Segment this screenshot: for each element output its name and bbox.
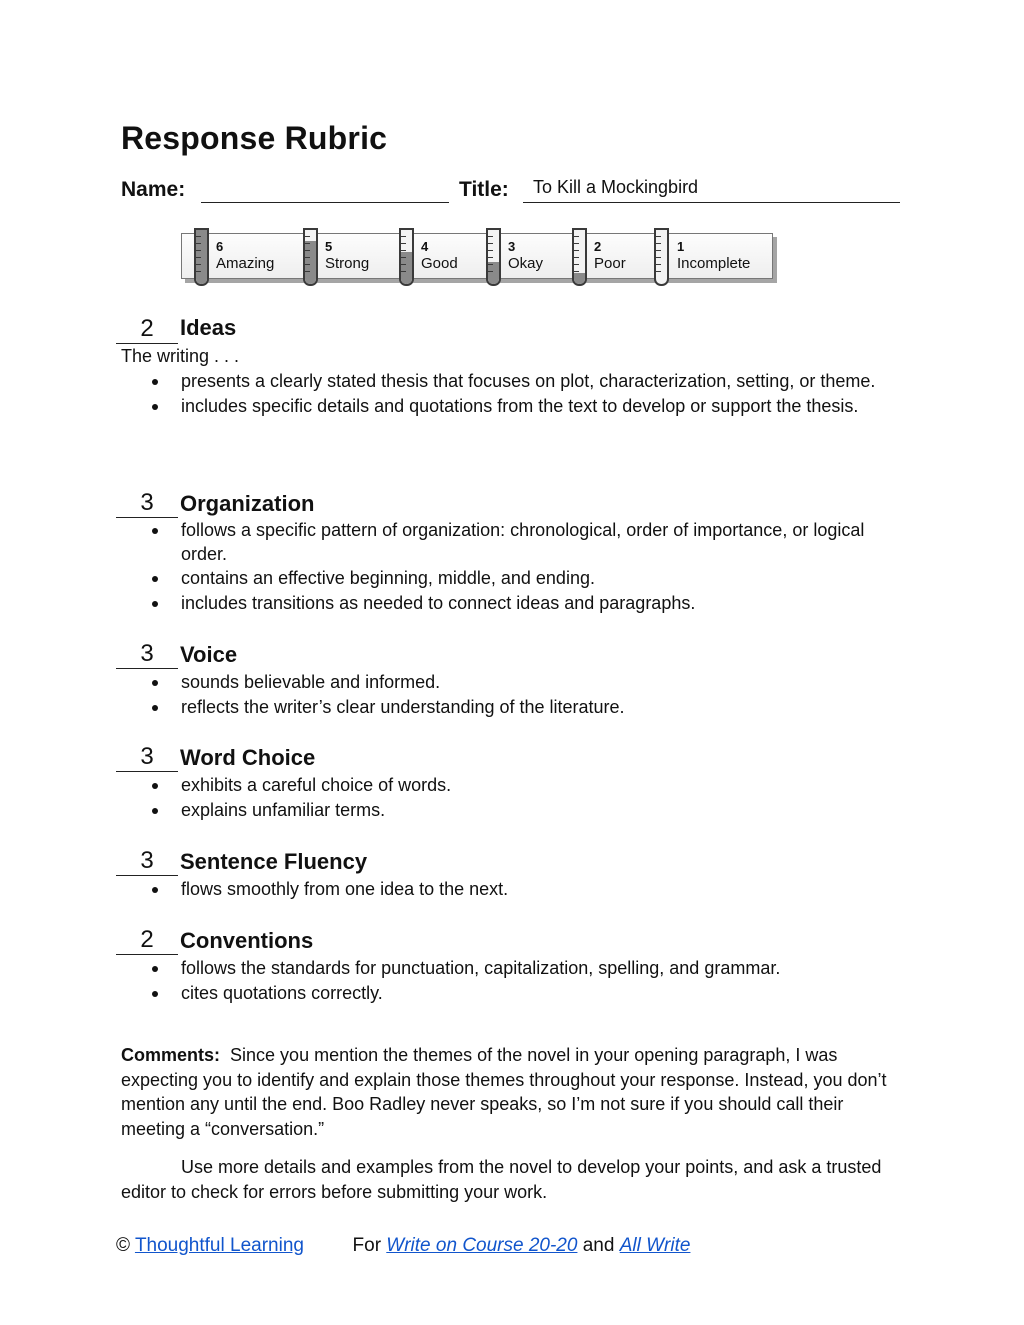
scale-label: Strong — [325, 255, 370, 272]
test-tube-icon — [654, 228, 669, 286]
score-line — [116, 668, 178, 669]
comments-label: Comments: — [121, 1045, 221, 1065]
name-label: Name: — [121, 178, 186, 201]
scale-number: 5 — [325, 239, 333, 254]
copyright-symbol: © — [116, 1235, 130, 1256]
section-heading-voice: Voice — [180, 642, 238, 667]
section-heading-organization: Organization — [180, 491, 315, 516]
list-item: includes transitions as needed to connect ideas and paragraphs. — [148, 592, 908, 616]
section-heading-sentence-fluency: Sentence Fluency — [180, 849, 368, 874]
name-field-line[interactable] — [201, 202, 449, 203]
score-line — [116, 343, 178, 344]
thoughtful-learning-link[interactable]: Thoughtful Learning — [134, 1235, 304, 1256]
write-on-course-link[interactable]: Write on Course 20-20 — [386, 1235, 578, 1256]
list-item: contains an effective beginning, middle, and ending. — [148, 567, 908, 591]
score-conventions: 2 — [140, 926, 154, 953]
score-line — [116, 954, 178, 955]
footer — [116, 1235, 690, 1257]
organization-list — [148, 519, 908, 616]
list-item: explains unfamiliar terms. — [148, 799, 908, 823]
title-field-line[interactable] — [523, 202, 900, 203]
rating-scale-strip — [181, 233, 773, 279]
scale-number: 2 — [594, 239, 602, 254]
section-heading-word-choice: Word Choice — [180, 745, 316, 770]
title-value: To Kill a Mockingbird — [533, 177, 699, 197]
scale-number: 1 — [677, 239, 685, 254]
score-line — [116, 517, 178, 518]
word-choice-list — [148, 774, 908, 823]
list-item: follows a specific pattern of organization: chronological, order of importance, or logical order. — [148, 519, 908, 566]
score-organization: 3 — [140, 489, 154, 516]
list-item: sounds believable and informed. — [148, 671, 908, 695]
scale-label: Incomplete — [677, 255, 751, 272]
scale-label: Good — [421, 255, 458, 272]
page-title: Response Rubric — [121, 120, 388, 156]
score-sentence-fluency: 3 — [140, 847, 154, 874]
conventions-list — [148, 957, 908, 1006]
scale-number: 6 — [216, 239, 224, 254]
list-item: follows the standards for punctuation, capitalization, spelling, and grammar. — [148, 957, 908, 981]
test-tube-icon — [194, 228, 209, 286]
scale-number: 3 — [508, 239, 516, 254]
comments-text: Since you mention the themes of the novel in your opening paragraph, I was expecting you to identify and explain those themes throughout your response. Instead, you don’t mention any until the end. Boo Radley never speaks, so I’m not sure if you should call their meeting a “conversation.” — [121, 1045, 887, 1139]
test-tube-icon — [486, 228, 501, 286]
test-tube-icon — [303, 228, 318, 286]
scale-number: 4 — [421, 239, 429, 254]
test-tube-icon — [399, 228, 414, 286]
comments-paragraph — [121, 1043, 911, 1141]
score-line — [116, 875, 178, 876]
score-line — [116, 771, 178, 772]
comments-block — [121, 1043, 911, 1204]
all-write-link[interactable]: All Write — [619, 1235, 691, 1256]
scale-label: Poor — [594, 255, 626, 272]
test-tube-icon — [572, 228, 587, 286]
section-heading-ideas: Ideas — [180, 315, 237, 340]
scale-label: Okay — [508, 255, 544, 272]
footer-and-text: and — [582, 1235, 615, 1256]
section-intro: The writing . . . — [121, 346, 240, 366]
sentence-fluency-list — [148, 878, 908, 903]
score-ideas: 2 — [140, 315, 154, 342]
ideas-list — [148, 370, 908, 419]
comments-paragraph-2: Use more details and examples from the novel to develop your points, and ask a trusted editor to check for errors before submitting your work. — [121, 1157, 882, 1202]
footer-for-text: For — [352, 1235, 382, 1256]
list-item: flows smoothly from one idea to the next. — [148, 878, 908, 902]
list-item: cites quotations correctly. — [148, 982, 908, 1006]
list-item: reflects the writer’s clear understanding of the literature. — [148, 696, 908, 720]
title-label: Title: — [459, 178, 509, 201]
score-voice: 3 — [140, 640, 154, 667]
list-item: presents a clearly stated thesis that focuses on plot, characterization, setting, or theme. — [148, 370, 908, 394]
section-heading-conventions: Conventions — [180, 928, 314, 953]
scale-label: Amazing — [216, 255, 275, 272]
list-item: includes specific details and quotations from the text to develop or support the thesis. — [148, 395, 908, 419]
score-word-choice: 3 — [140, 743, 154, 770]
voice-list — [148, 671, 908, 720]
list-item: exhibits a careful choice of words. — [148, 774, 908, 798]
